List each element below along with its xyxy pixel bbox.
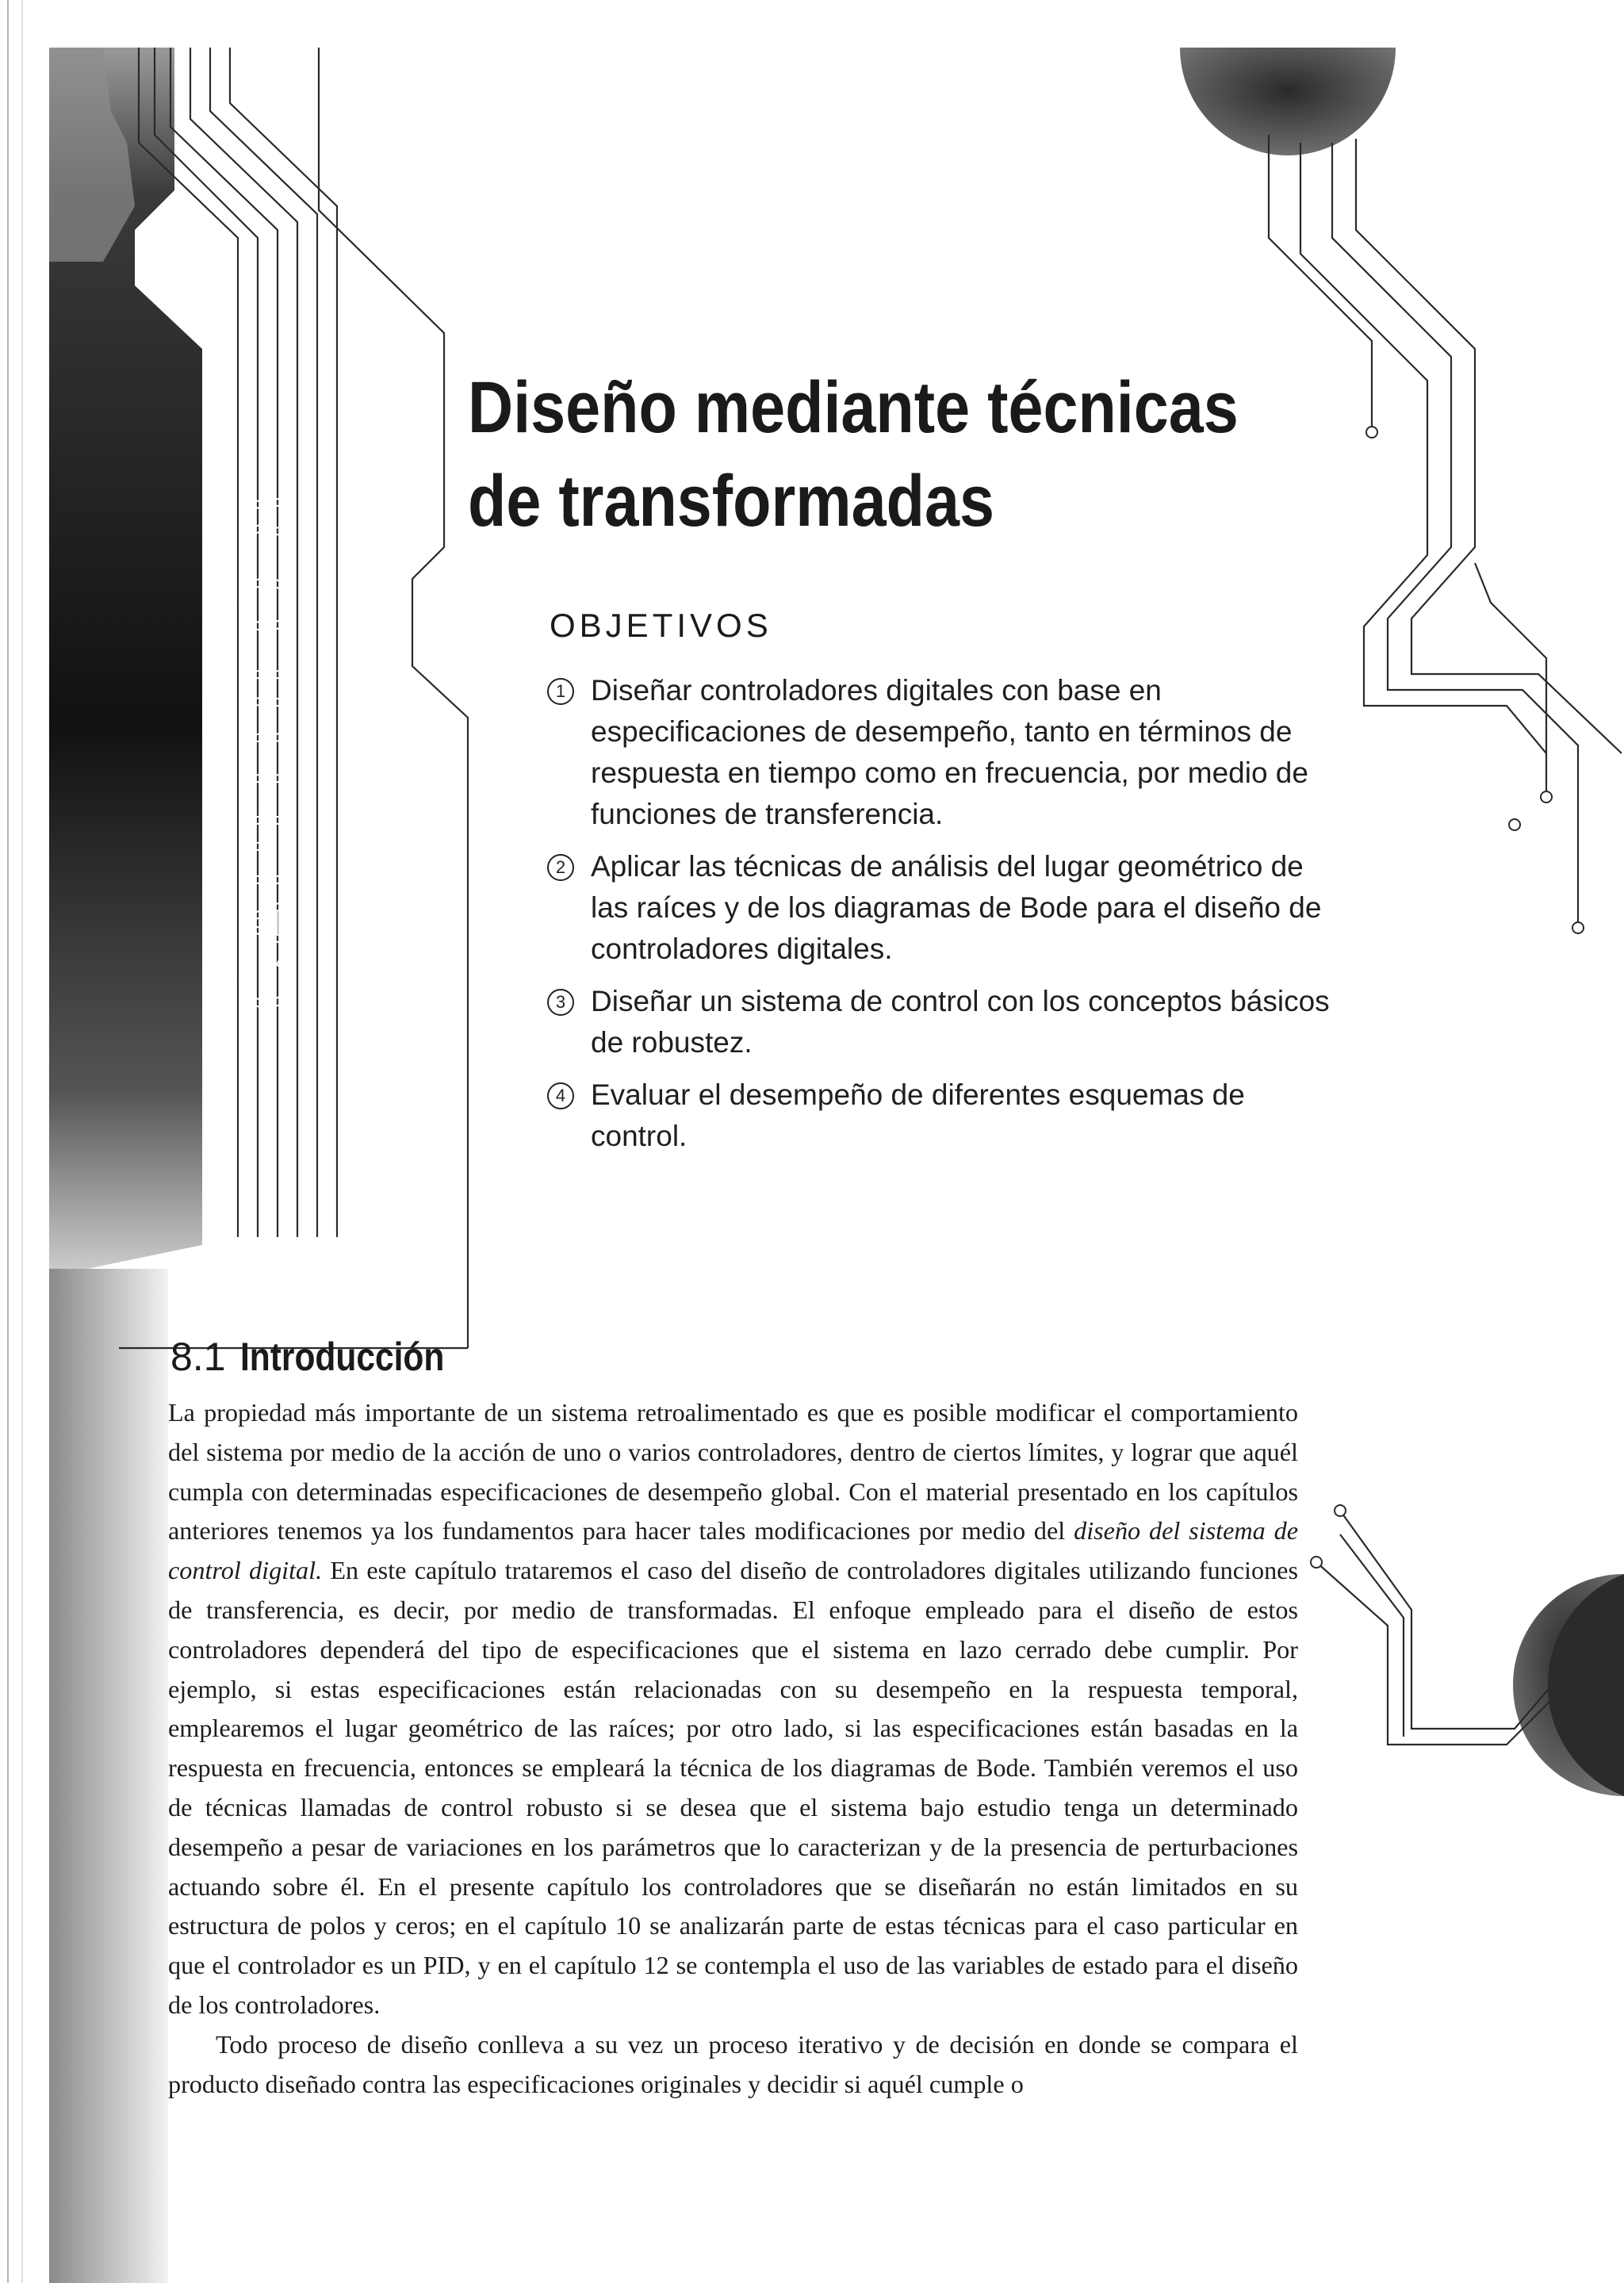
objective-text: Diseñar un sistema de control con los conceptos básicos de robustez. [591,985,1330,1059]
chapter-title [468,361,1259,548]
emphasized-term: diseño del sistema de control digital. [168,1516,1298,1585]
objective-text: Evaluar el desempeño de diferentes esquemas de control. [591,1078,1245,1152]
chapter-title-line-1: Diseño mediante técnicas [468,367,1239,448]
body-paragraph [168,2025,1298,2105]
objectives-heading: OBJETIVOS [550,607,772,644]
paragraph-text: La propiedad más importante de un sistema retroalimentado es que es posible modificar el comportamiento del sistema por medio de la acción de uno o varios controladores, dentro de ciertos límites, y lograr que aquél cumpla con determinadas especificaciones de desempeño global. Con el material presentado en los capítulos anteriores tenemos ya los fundamentos para hacer tales modificaciones por medio del [168,1398,1298,1546]
section-body [168,1393,1298,2104]
objective-text: Diseñar controladores digitales con base en especificaciones de desempeño, tanto en términos de respuesta en tiempo como en frecuencia, por medio de funciones de transferencia. [591,674,1308,830]
section-number: 8.1 [170,1335,226,1379]
objective-text: Aplicar las técnicas de análisis del lugar geométrico de las raíces y de los diagramas de Bode para el diseño de controladores digitales. [591,850,1322,965]
paragraph-text: Todo proceso de diseño conlleva a su vez un proceso iterativo y de decisión en donde se compara el producto diseñado contra las especificaciones originales y decidir si aquél cumple o [168,2029,1298,2098]
objective-item [547,846,1332,970]
objective-number: 2 [547,854,574,881]
section-heading [170,1334,480,1380]
objective-item [547,1074,1332,1157]
objective-item [547,981,1332,1063]
paragraph-text: En este capítulo trataremos el caso del diseño de controladores digitales utilizando funciones de transferencia, es decir, por medio de transformadas. El enfoque empleado para el diseño de estos controladores dependerá del tipo de especificaciones que el sistema en lazo cerrado debe cumplir. Por ejemplo, si estas especificaciones están relacionadas con su desempeño en la respuesta temporal, emplearemos el lugar geométrico de las raíces; por otro lado, si las especificaciones están basadas en la respuesta en frecuencia, entonces se empleará la técnica de los diagramas de Bode. También veremos el uso de técnicas llamadas de control robusto si se desea que el sistema bajo estudio tenga un determinado desempeño a pesar de variaciones en los parámetros que lo caracterizan y de la presencia de perturbaciones actuando sobre él. En el presente capítulo los controladores que se diseñarán no están limitados en su estructura de polos y ceros; en el capítulo 10 se analizarán parte de estas técnicas para el caso particular en que el controlador es un PID, y en el capítulo 12 se contempla el uso de las variables de estado para el diseño de los controladores. [168,1556,1298,2019]
chapter-title-line-2: de transformadas [468,461,994,542]
objective-number: 4 [547,1082,574,1109]
objective-number: 1 [547,678,574,705]
chapter-label: CAPÍTULO 8 [224,487,309,1012]
objectives-list [547,670,1332,1168]
objective-item [547,670,1332,835]
section-title: Introducción [239,1335,444,1379]
body-paragraph [168,1393,1298,2025]
objective-number: 3 [547,989,574,1016]
